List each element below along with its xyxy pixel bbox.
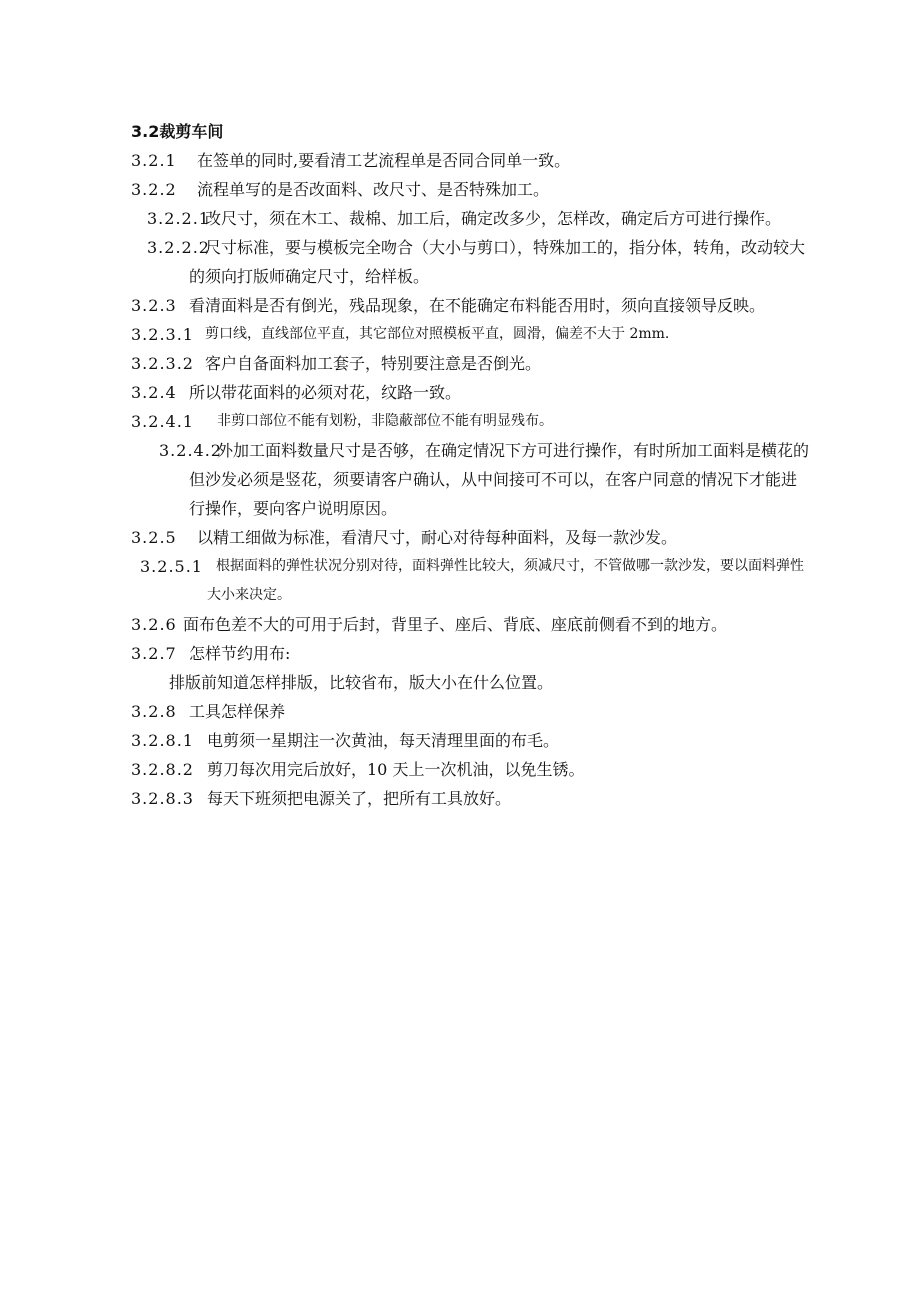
clause-number: 3.2.3.2 bbox=[131, 354, 194, 373]
clause-3-2-2-1 bbox=[131, 204, 811, 233]
clause-text: 根据面料的弹性状况分别对待，面料弹性比较大，须减尺寸，不管做哪一款沙发，要以面料弹性大小来决定。 bbox=[207, 558, 804, 603]
clause-3-2-4-1 bbox=[131, 407, 811, 436]
clause-text: 客户自备面料加工套子，特别要注意是否倒光。 bbox=[205, 354, 542, 373]
clause-number: 3.2.6 bbox=[131, 615, 177, 634]
document-body bbox=[131, 118, 811, 813]
clause-text: 外加工面料数量尺寸是否够，在确定情况下方可进行操作，有时所加工面料是横花的但沙发必须是竖花，须要请客户确认，从中间接可不可以，在客户同意的情况下才能进行操作，要向客户说明原因。 bbox=[189, 441, 810, 518]
clause-number: 3.2.4.2 bbox=[159, 441, 222, 460]
clause-3-2-7-note: 排版前知道怎样排版，比较省布，版大小在什么位置。 bbox=[169, 673, 554, 692]
clause-3-2-2 bbox=[131, 175, 811, 204]
clause-number: 3.2.1 bbox=[131, 151, 177, 170]
clause-text: 流程单写的是否改面料、改尺寸、是否特殊加工。 bbox=[197, 180, 550, 199]
clause-text: 非剪口部位不能有划粉，非隐蔽部位不能有明显残布。 bbox=[217, 413, 553, 429]
clause-3-2-4 bbox=[131, 378, 811, 407]
clause-text: 工具怎样保养 bbox=[189, 702, 286, 721]
clause-number: 3.2.3 bbox=[131, 296, 177, 315]
clause-text: 剪口线，直线部位平直，其它部位对照模板平直，圆滑，偏差不大于 2mm. bbox=[205, 326, 670, 342]
clause-3-2-4-2 bbox=[131, 436, 811, 523]
clause-3-2-3 bbox=[131, 291, 811, 320]
clause-3-2-5-1 bbox=[131, 552, 811, 610]
clause-number: 3.2.8.1 bbox=[131, 731, 194, 750]
clause-text: 怎样节约用布: bbox=[189, 644, 291, 663]
clause-number: 3.2.8 bbox=[131, 702, 177, 721]
clause-3-2-3-2 bbox=[131, 349, 811, 378]
clause-text: 在签单的同时,要看清工艺流程单是否同合同单一致。 bbox=[197, 151, 571, 170]
clause-number: 3.2.5 bbox=[131, 528, 177, 547]
clause-text: 以精工细做为标准，看清尺寸，耐心对待每种面料，及每一款沙发。 bbox=[197, 528, 678, 547]
clause-3-2-8-2 bbox=[131, 755, 811, 784]
clause-3-2-6 bbox=[131, 610, 811, 639]
clause-3-2-2-2 bbox=[131, 233, 811, 291]
clause-text: 改尺寸，须在木工、裁棉、加工后，确定改多少，怎样改，确定后方可进行操作。 bbox=[205, 209, 782, 228]
clause-number: 3.2.7 bbox=[131, 644, 177, 663]
clause-3-2-8-3 bbox=[131, 784, 811, 813]
clause-text: 剪刀每次用完后放好，10 天上一次机油，以免生锈。 bbox=[207, 760, 585, 779]
clause-3-2-8-1 bbox=[131, 726, 811, 755]
clause-3-2-1 bbox=[131, 146, 811, 175]
clause-number: 3.2.8.3 bbox=[131, 789, 194, 808]
clause-text: 电剪须一星期注一次黄油，每天清理里面的布毛。 bbox=[207, 731, 560, 750]
clause-number: 3.2.2.2 bbox=[147, 238, 210, 257]
clause-text: 尺寸标准，要与模板完全吻合（大小与剪口），特殊加工的，指分体，转角，改动较大的须向打版师确定尺寸，给样板。 bbox=[189, 238, 806, 286]
clause-3-2-8 bbox=[131, 697, 811, 726]
clause-number: 3.2.2.1 bbox=[147, 209, 210, 228]
clause-text: 看清面料是否有倒光，残品现象，在不能确定布料能否用时，须向直接领导反映。 bbox=[189, 296, 766, 315]
clause-text: 面布色差不大的可用于后封，背里子、座后、背底、座底前侧看不到的地方。 bbox=[183, 615, 728, 634]
section-heading: 3.2裁剪车间 bbox=[131, 122, 224, 141]
clause-number: 3.2.8.2 bbox=[131, 760, 194, 779]
clause-number: 3.2.4.1 bbox=[131, 412, 194, 431]
clause-text: 每天下班须把电源关了，把所有工具放好。 bbox=[207, 789, 512, 808]
clause-number: 3.2.3.1 bbox=[131, 325, 194, 344]
clause-3-2-3-1 bbox=[131, 320, 811, 349]
clause-3-2-7 bbox=[131, 639, 811, 668]
clause-number: 3.2.2 bbox=[131, 180, 177, 199]
clause-number: 3.2.5.1 bbox=[140, 557, 203, 576]
clause-number: 3.2.4 bbox=[131, 383, 177, 402]
clause-text: 所以带花面料的必须对花，纹路一致。 bbox=[189, 383, 462, 402]
clause-3-2-5 bbox=[131, 523, 811, 552]
